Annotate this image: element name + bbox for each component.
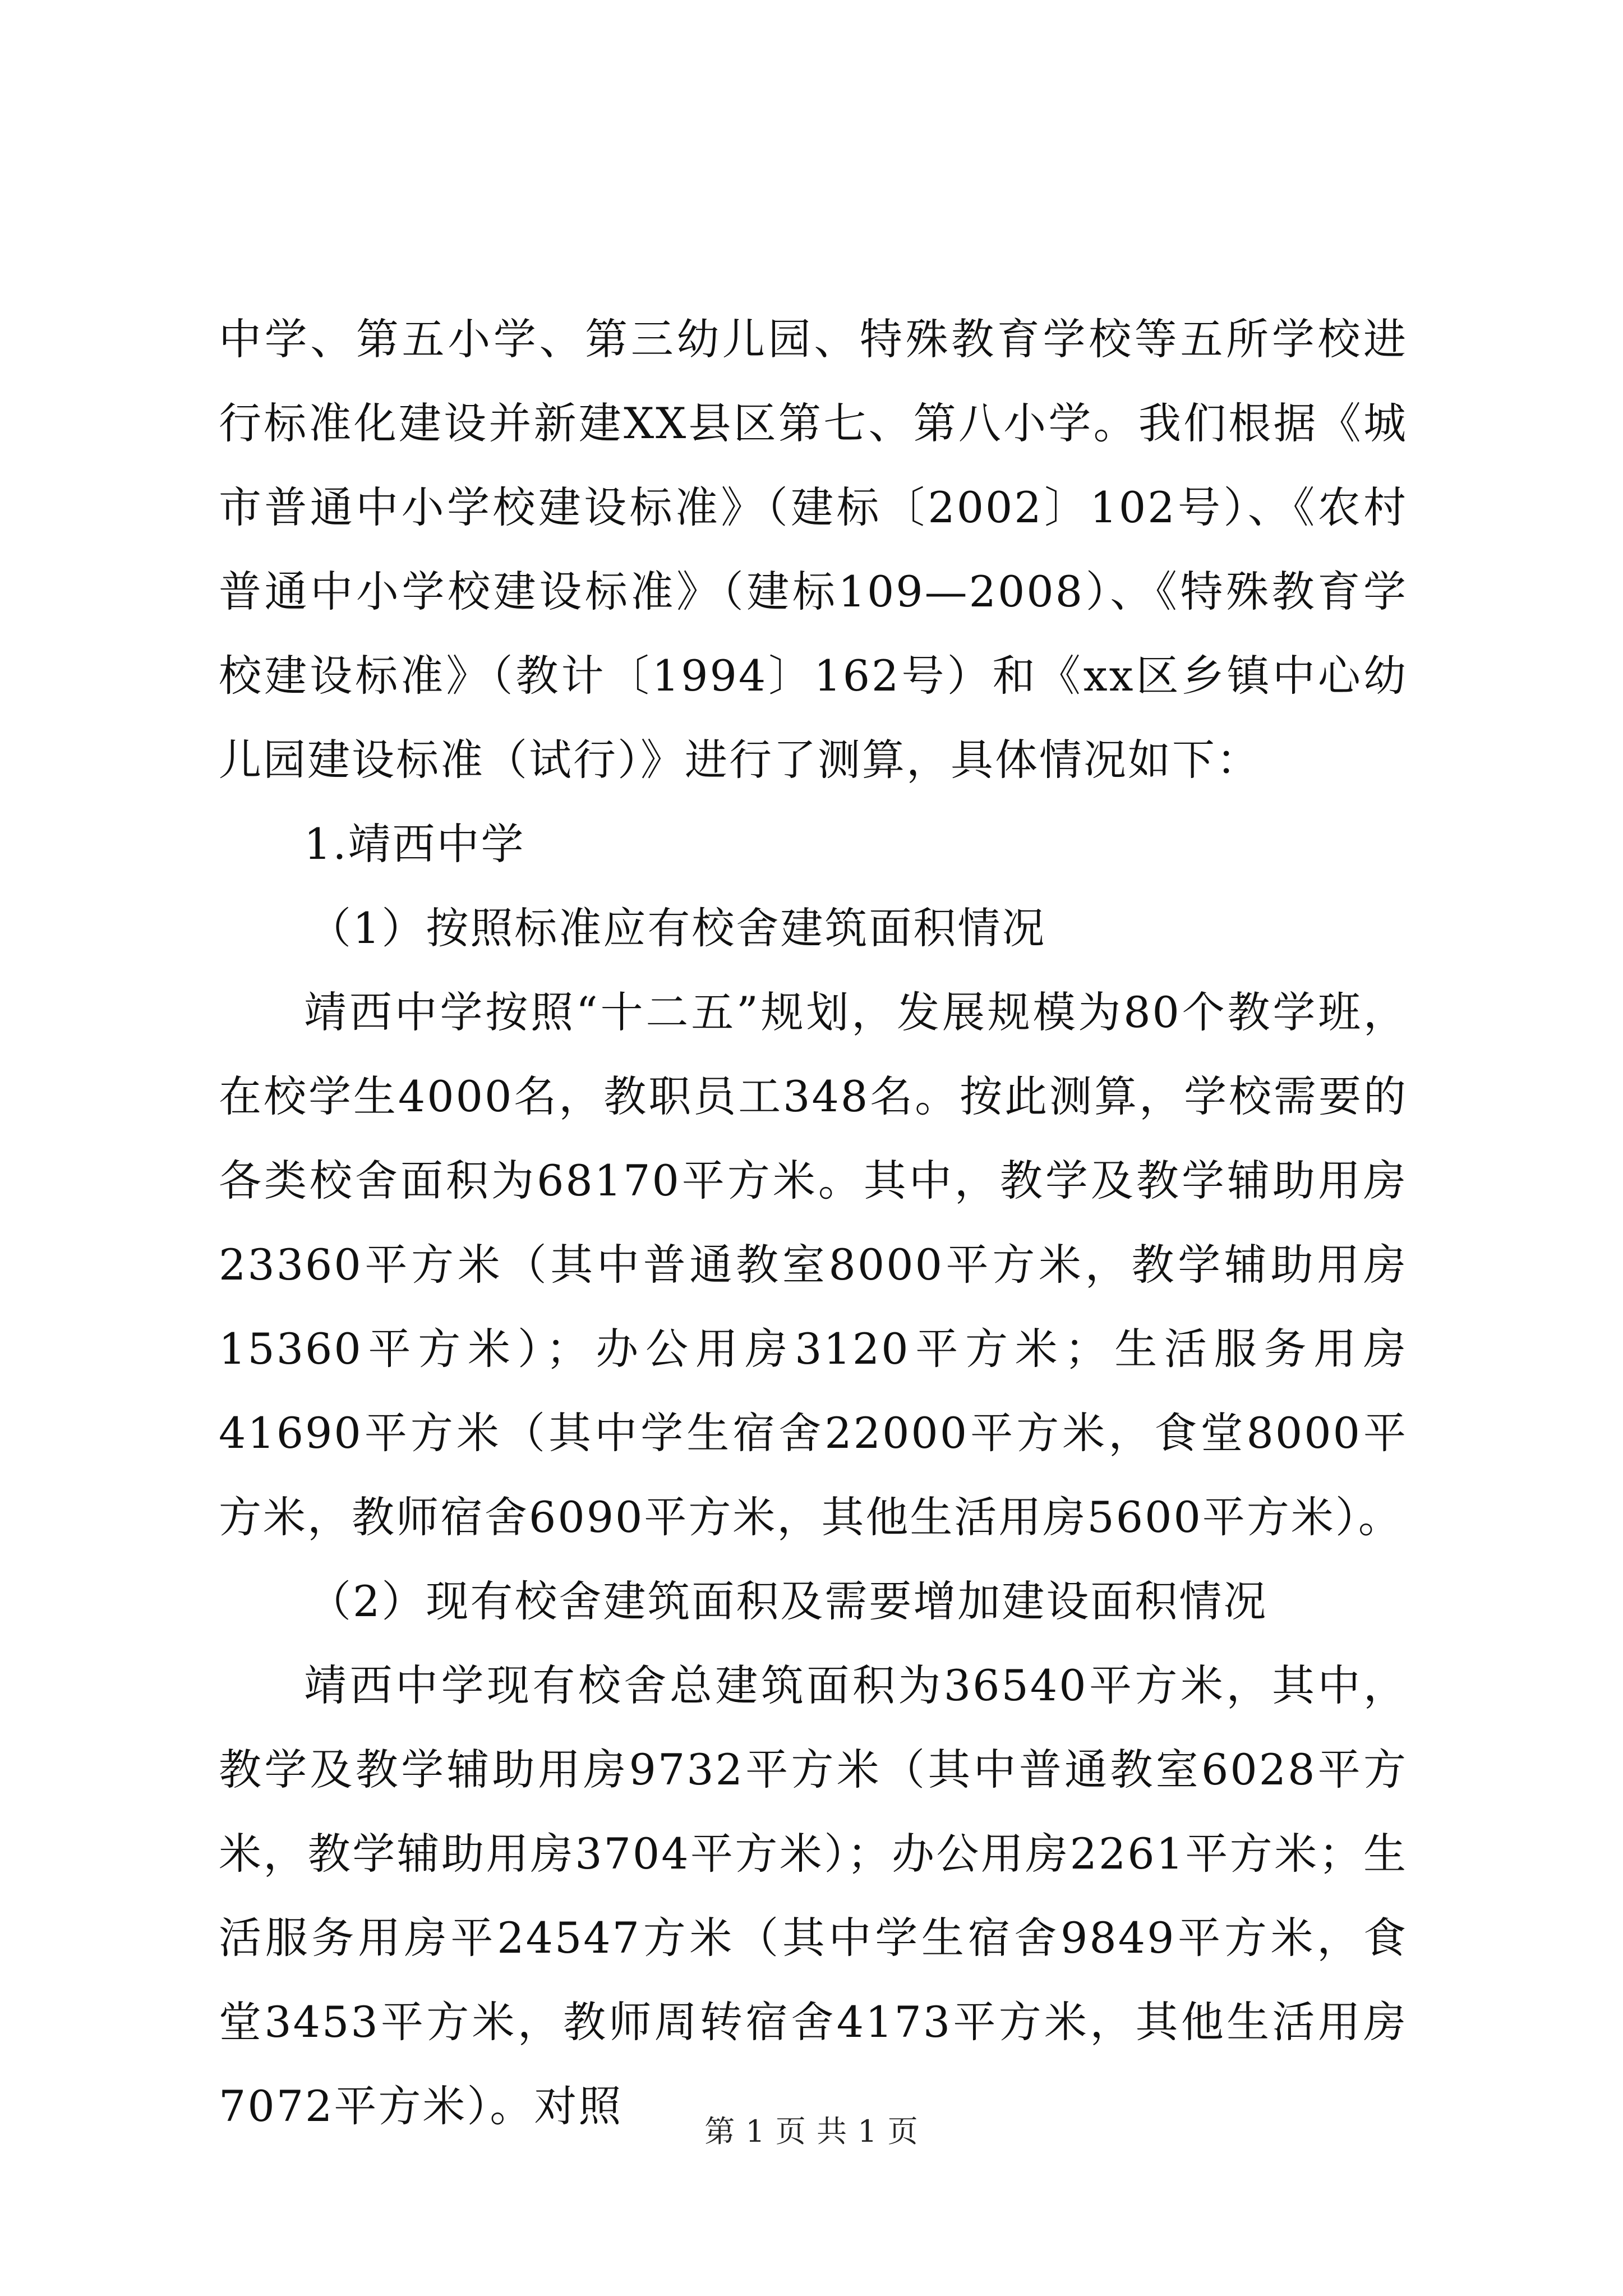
paragraph-intro: 中学、第五小学、第三幼儿园、特殊教育学校等五所学校进行标准化建设并新建XX县区第七、第八小学。我们根据《城市普通中小学校建设标准》（建标〔2002〕102号）、《农村普通中小学校建设标准》（建标109—2008）、《特殊教育学校建设标准》（教计〔1994〕162号）和《xx区乡镇中心幼儿园建设标准（试行）》进行了测算，具体情况如下： — [219, 314, 1408, 785]
subsection-heading-standard-area: （1）按照标准应有校舍建筑面积情况 — [308, 903, 1046, 953]
paragraph-existing-area: 靖西中学现有校舍总建筑面积为36540平方米，其中，教学及教学辅助用房9732平方米（其中普通教室6028平方米，教学辅助用房3704平方米）；办公用房2261平方米；生活服务用房平24547方米（其中学生宿舍9849平方米，食堂3453平方米，教师周转宿舍4173平方米，其他生活用房7072平方米）。对照 — [219, 1660, 1408, 2131]
document-body — [219, 297, 1408, 2148]
section-heading-jingxi-middle-school: 1.靖西中学 — [304, 819, 525, 869]
paragraph-standard-area: 靖西中学按照“十二五”规划，发展规模为80个教学班，在校学生4000名，教职员工348名。按此测算，学校需要的各类校舍面积为68170平方米。其中，教学及教学辅助用房23360平方米（其中普通教室8000平方米，教学辅助用房15360平方米）；办公用房3120平方米；生活服务用房41690平方米（其中学生宿舍22000平方米，食堂8000平方米，教师宿舍6090平方米，其他生活用房5600平方米）。 — [219, 987, 1408, 1542]
page-footer: 第 1 页 共 1 页 — [704, 2114, 919, 2149]
subsection-heading-existing-area: （2）现有校舍建筑面积及需要增加建设面积情况 — [308, 1576, 1268, 1626]
